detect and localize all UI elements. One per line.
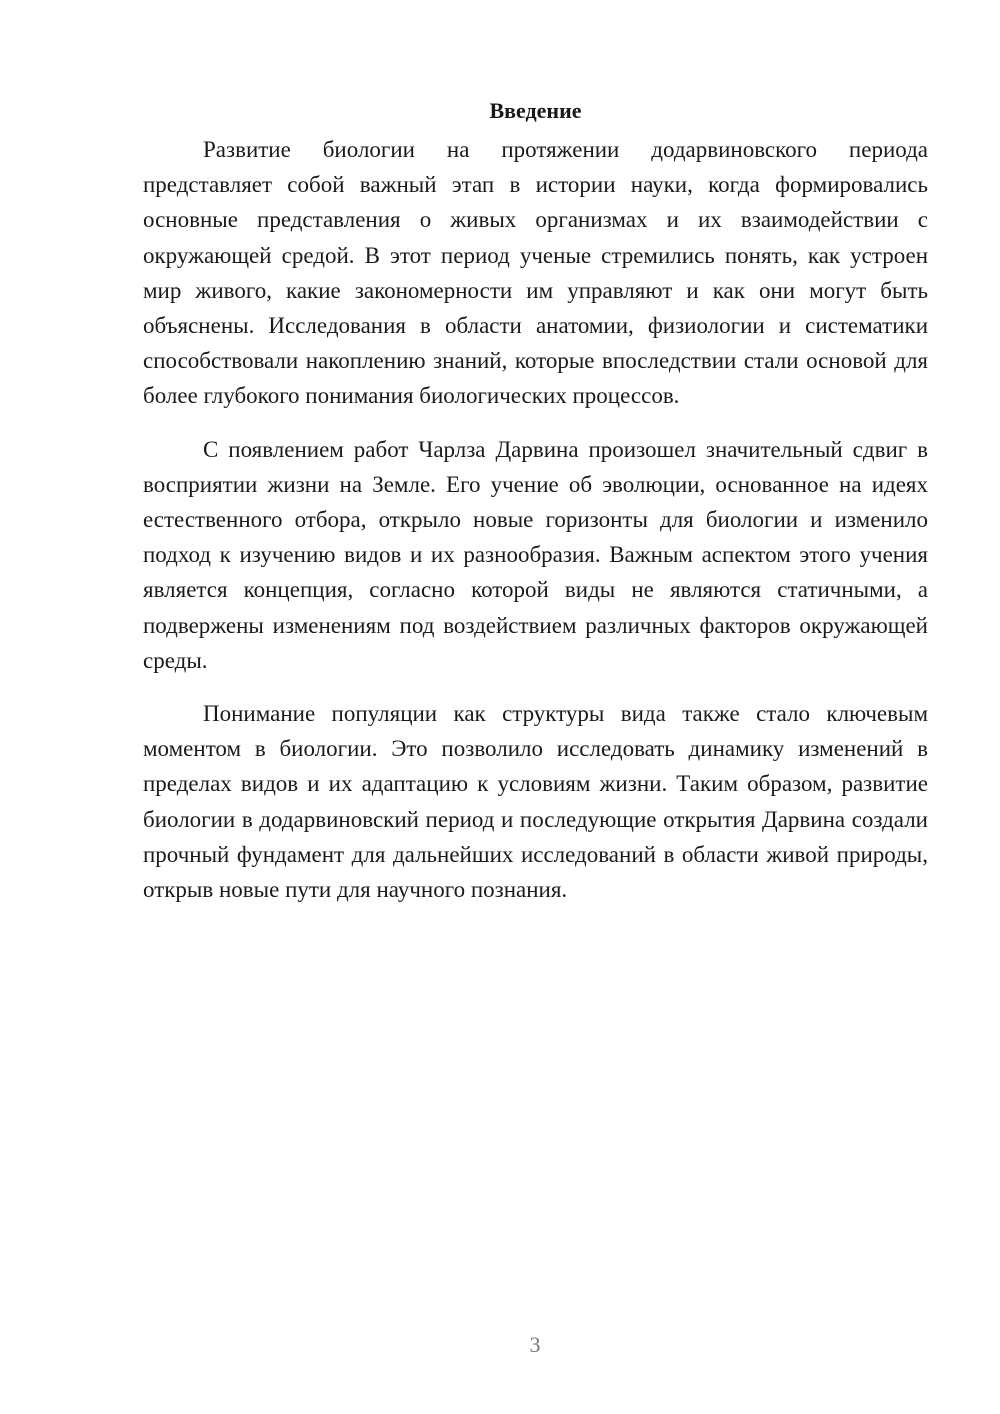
paragraph-2: С появлением работ Чарлза Дарвина произошел значительный сдвиг в восприятии жизни на Земле. Его учение об эволюции, основанное на идеях естественного отбора, открыло новые горизонты для биологии и изменило подход к изучению видов и их разнообразия. Важным аспектом этого учения является концепция, согласно которой виды не являются статичными, а подвержены изменениям под воздействием различных факторов окружающей среды.: [143, 436, 928, 673]
page-title: Введение: [489, 98, 582, 123]
paragraph-1: Развитие биологии на протяжении додарвиновского периода представляет собой важный этап в истории науки, когда формировались основные представления о живых организмах и их взаимодействии с окружающей средой. В этот период ученые стремились понять, как устроен мир живого, какие закономерности им управляют и как они могут быть объяснены. Исследования в области анатомии, физиологии и систематики способствовали накоплению знаний, которые впоследствии стали основой для более глубокого понимания биологических процессов.: [143, 137, 928, 409]
page-number: 3: [529, 1332, 541, 1357]
text-column: [143, 95, 928, 925]
paragraph-3: Понимание популяции как структуры вида также стало ключевым моментом в биологии. Это позволило исследовать динамику изменений в пределах видов и их адаптацию к условиям жизни. Таким образом, развитие биологии в додарвиновский период и последующие открытия Дарвина создали прочный фундамент для дальнейших исследований в области живой природы, открыв новые пути для научного познания.: [143, 701, 928, 903]
